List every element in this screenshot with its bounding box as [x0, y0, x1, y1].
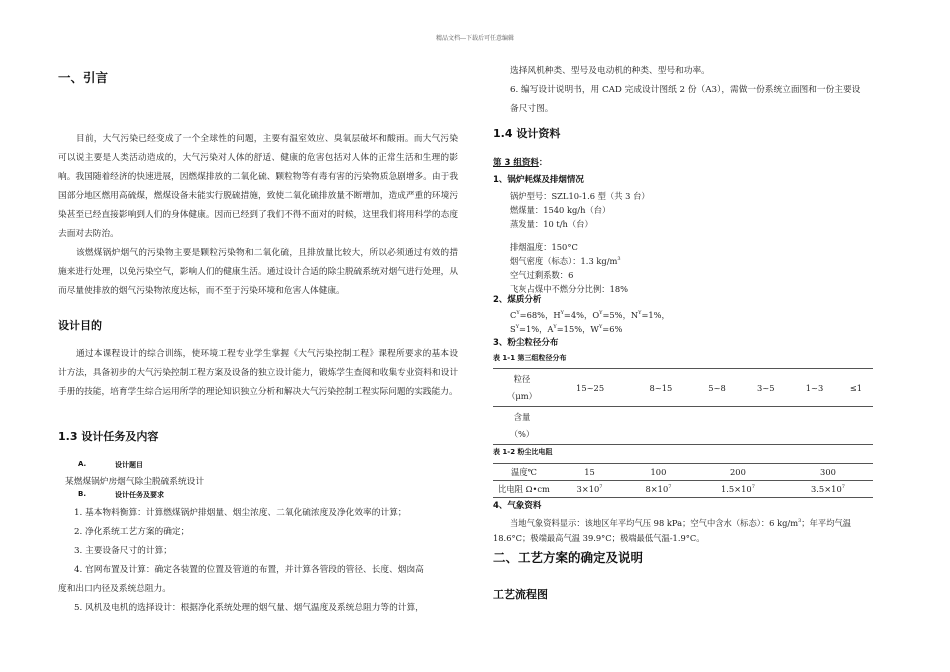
res-coef-4: 3.5×10 — [811, 484, 842, 494]
section-heading-process: 二、工艺方案的确定及说明 — [493, 550, 644, 565]
resistivity-val-1 — [555, 481, 624, 498]
res-exp-1: 7 — [599, 484, 603, 491]
resistivity-val-2 — [624, 481, 693, 498]
group-label-text: 第 3 组资料 — [493, 158, 539, 168]
evaporation: 蒸发量：10 t/h（台） — [510, 219, 593, 229]
temp-col-3: 200 — [730, 467, 746, 477]
content-label-b: （%） — [509, 428, 535, 439]
group-label-colon: ： — [538, 158, 548, 168]
particle-size-table — [493, 368, 873, 445]
table-cell — [790, 407, 839, 445]
flue-density-sup: 3 — [617, 256, 621, 263]
size-col-5: 1~3 — [805, 382, 824, 393]
weather-sup: 3 — [798, 518, 802, 525]
boiler-model: 锅炉型号：SZL10-1.6 型（共 3 台） — [510, 191, 650, 201]
task-item-2: 2. 净化系统工艺方案的确定； — [74, 527, 190, 537]
flue-density — [510, 255, 621, 267]
group-label — [493, 156, 547, 168]
res-coef-1: 3×10 — [576, 484, 600, 494]
res-coef-3: 1.5×10 — [720, 484, 752, 494]
purpose-paragraph: 通过本课程设计的综合训练，使环境工程专业学生掌握《大气污染控制工程》课程所要求的基本设计方法，具备初步的大气污染控制工程方案及设备的独立设计能力，锻炼学生查阅和收集专业资料和设计手册的技能，培育学生综合运用所学的理论知识独立分析和解决大气污染控制工程实际问题的实践能力。 — [58, 349, 458, 397]
size-col-1: 15~25 — [576, 382, 605, 393]
weather-text-1: 当地气象资料显示：该地区年平均气压 98 kPa；空气中含水（标态）：6 kg/m — [510, 518, 799, 528]
size-label-a: 粒径 — [513, 373, 531, 384]
res-exp-4: 7 — [841, 484, 845, 491]
table-cell — [629, 407, 692, 445]
table-row — [493, 464, 873, 481]
content-label-a: 含量 — [513, 411, 531, 422]
section-heading-purpose: 设计目的 — [58, 319, 102, 332]
coal-consumption: 燃煤量：1540 kg/h（台） — [510, 205, 611, 215]
temp-col-4: 300 — [820, 467, 836, 477]
item-a-text: 某燃煤锅炉房烟气除尘脱硫系统设计 — [65, 477, 204, 487]
task-item-3: 3. 主要设备尺寸的计算； — [74, 546, 172, 556]
table-row — [493, 369, 873, 407]
subsection-particle: 3、粉尘粒径分布 — [493, 338, 559, 348]
subsection-coal: 2、煤质分析 — [493, 295, 542, 305]
task-item-1: 1. 基本物料衡算：计算燃煤锅炉排烟量、烟尘浓度、二氧化硫浓度及净化效率的计算； — [74, 508, 407, 518]
table-cell — [551, 407, 629, 445]
table-cell — [693, 407, 742, 445]
intro-paragraph-2: 该燃煤锅炉烟气的污染物主要是颗粒污染物和二氧化硫，且排放量比较大，所以必须通过有效的措施来进行处理，以免污染空气，影响人们的健康生活。通过设计合适的除尘脱硫系统对烟气进行处理，从而尽量使排放的烟气污染物浓度达标，而不至于污染环境和危害人体健康。 — [58, 248, 458, 296]
task-item-6-cont: 备尺寸图。 — [510, 104, 554, 114]
res-exp-2: 7 — [668, 484, 672, 491]
size-col-6: ≤1 — [849, 382, 863, 393]
section-heading-data: 1.4 设计资料 — [493, 127, 561, 140]
task-item-6: 6. 编写设计说明书，用 CAD 完成设计图纸 2 份（A3），需做一份系统立面图和一份主要设 — [510, 85, 861, 95]
section-heading-intro: 一、引言 — [58, 70, 109, 85]
task-item-5: 5. 风机及电机的选择设计：根据净化系统处理的烟气量、烟气温度及系统总阻力等的计算， — [74, 603, 424, 613]
table-cell — [493, 369, 551, 407]
subsection-weather: 4、气象资料 — [493, 501, 542, 511]
temp-col-2: 100 — [650, 467, 667, 477]
table-cell — [493, 407, 551, 445]
table-1-title: 表 1-1 第三组粒径分布 — [493, 354, 567, 362]
res-coef-2: 8×10 — [645, 484, 669, 494]
weather-line-2: 18.6°C；极端最高气温 39.9°C；极端最低气温-1.9°C。 — [493, 533, 705, 543]
res-exp-3: 7 — [751, 484, 755, 491]
temp-label: 温度℃ — [511, 467, 537, 477]
item-b-label: B. — [78, 490, 86, 498]
table-row — [493, 481, 873, 498]
table-row — [493, 407, 873, 445]
resistivity-label: 比电阻 Ω•cm — [498, 484, 550, 494]
task-item-4-cont: 度和出口内径及系统总阻力。 — [58, 584, 171, 594]
flue-density-text: 烟气密度（标态）：1.3 kg/m — [510, 256, 618, 266]
resistivity-table — [493, 463, 873, 498]
temp-col-1: 15 — [584, 467, 595, 477]
coal-analysis-1: $C^Y=68\%$，$H^Y=4\%$，$O^Y=5\%$，$N^Y=1\%$， — [510, 310, 670, 320]
task-item-4: 4. 官网布置及计算：确定各装置的位置及管道的布置，并计算各管段的管径、长度、烟囱高 — [74, 565, 424, 575]
weather-text-1-rest: ；年平均气温 — [801, 518, 852, 528]
item-a-label: A. — [78, 460, 87, 468]
size-col-4: 3~5 — [757, 382, 775, 393]
task-item-5-cont: 选择风机种类、型号及电动机的种类、型号和功率。 — [510, 66, 710, 76]
fly-ash: 飞灰占煤中不燃分分比例：18% — [510, 284, 629, 294]
table-cell — [839, 407, 873, 445]
section-heading-tasks: 1.3 设计任务及内容 — [58, 430, 159, 443]
intro-paragraph-1: 目前，大气污染已经变成了一个全球性的问题，主要有温室效应、臭氧层破坏和酸雨。而大气污染可以说主要是人类活动造成的，大气污染对人体的舒适、健康的危害包括对人体的正常生活和生理的影响。我国随着经济的快速进展，因燃煤排放的二氧化硫、颗粒物等有毒有害的污染物质急剧增多。由于我国部分地区燃用高硫煤，燃煤设备未能实行脱硫措施，致使二氧化硫排放量不断增加，造成严重的环境污染甚至已经直接影响到人们的身体健康。因而已经到了我们不得不面对的时候，这里我们将用科学的态度去面对去防治。 — [58, 134, 458, 239]
item-b-title: 设计任务及要求 — [115, 491, 164, 499]
page-header: 精品文档---下载后可任意编辑 — [435, 35, 515, 42]
item-a-title: 设计题目 — [115, 461, 143, 469]
size-label-b: （μm） — [507, 390, 537, 401]
table-cell — [741, 407, 790, 445]
table-2-title: 表 1-2 粉尘比电阻 — [493, 448, 553, 456]
resistivity-val-4 — [783, 481, 873, 498]
section-heading-flowchart: 工艺流程图 — [493, 588, 548, 601]
subsection-boiler: 1、锅炉耗煤及排烟情况 — [493, 175, 584, 185]
size-col-2: 8~15 — [649, 382, 673, 393]
flue-temperature: 排烟温度：150°C — [510, 242, 578, 252]
size-col-3: 5~8 — [708, 382, 726, 393]
excess-air: 空气过剩系数：6 — [510, 270, 574, 280]
coal-analysis-2: $S^Y=1\%$，$A^Y=15\%$，$W^Y=6\%$ — [510, 324, 623, 334]
weather-line-1 — [510, 517, 851, 529]
resistivity-val-3 — [693, 481, 783, 498]
